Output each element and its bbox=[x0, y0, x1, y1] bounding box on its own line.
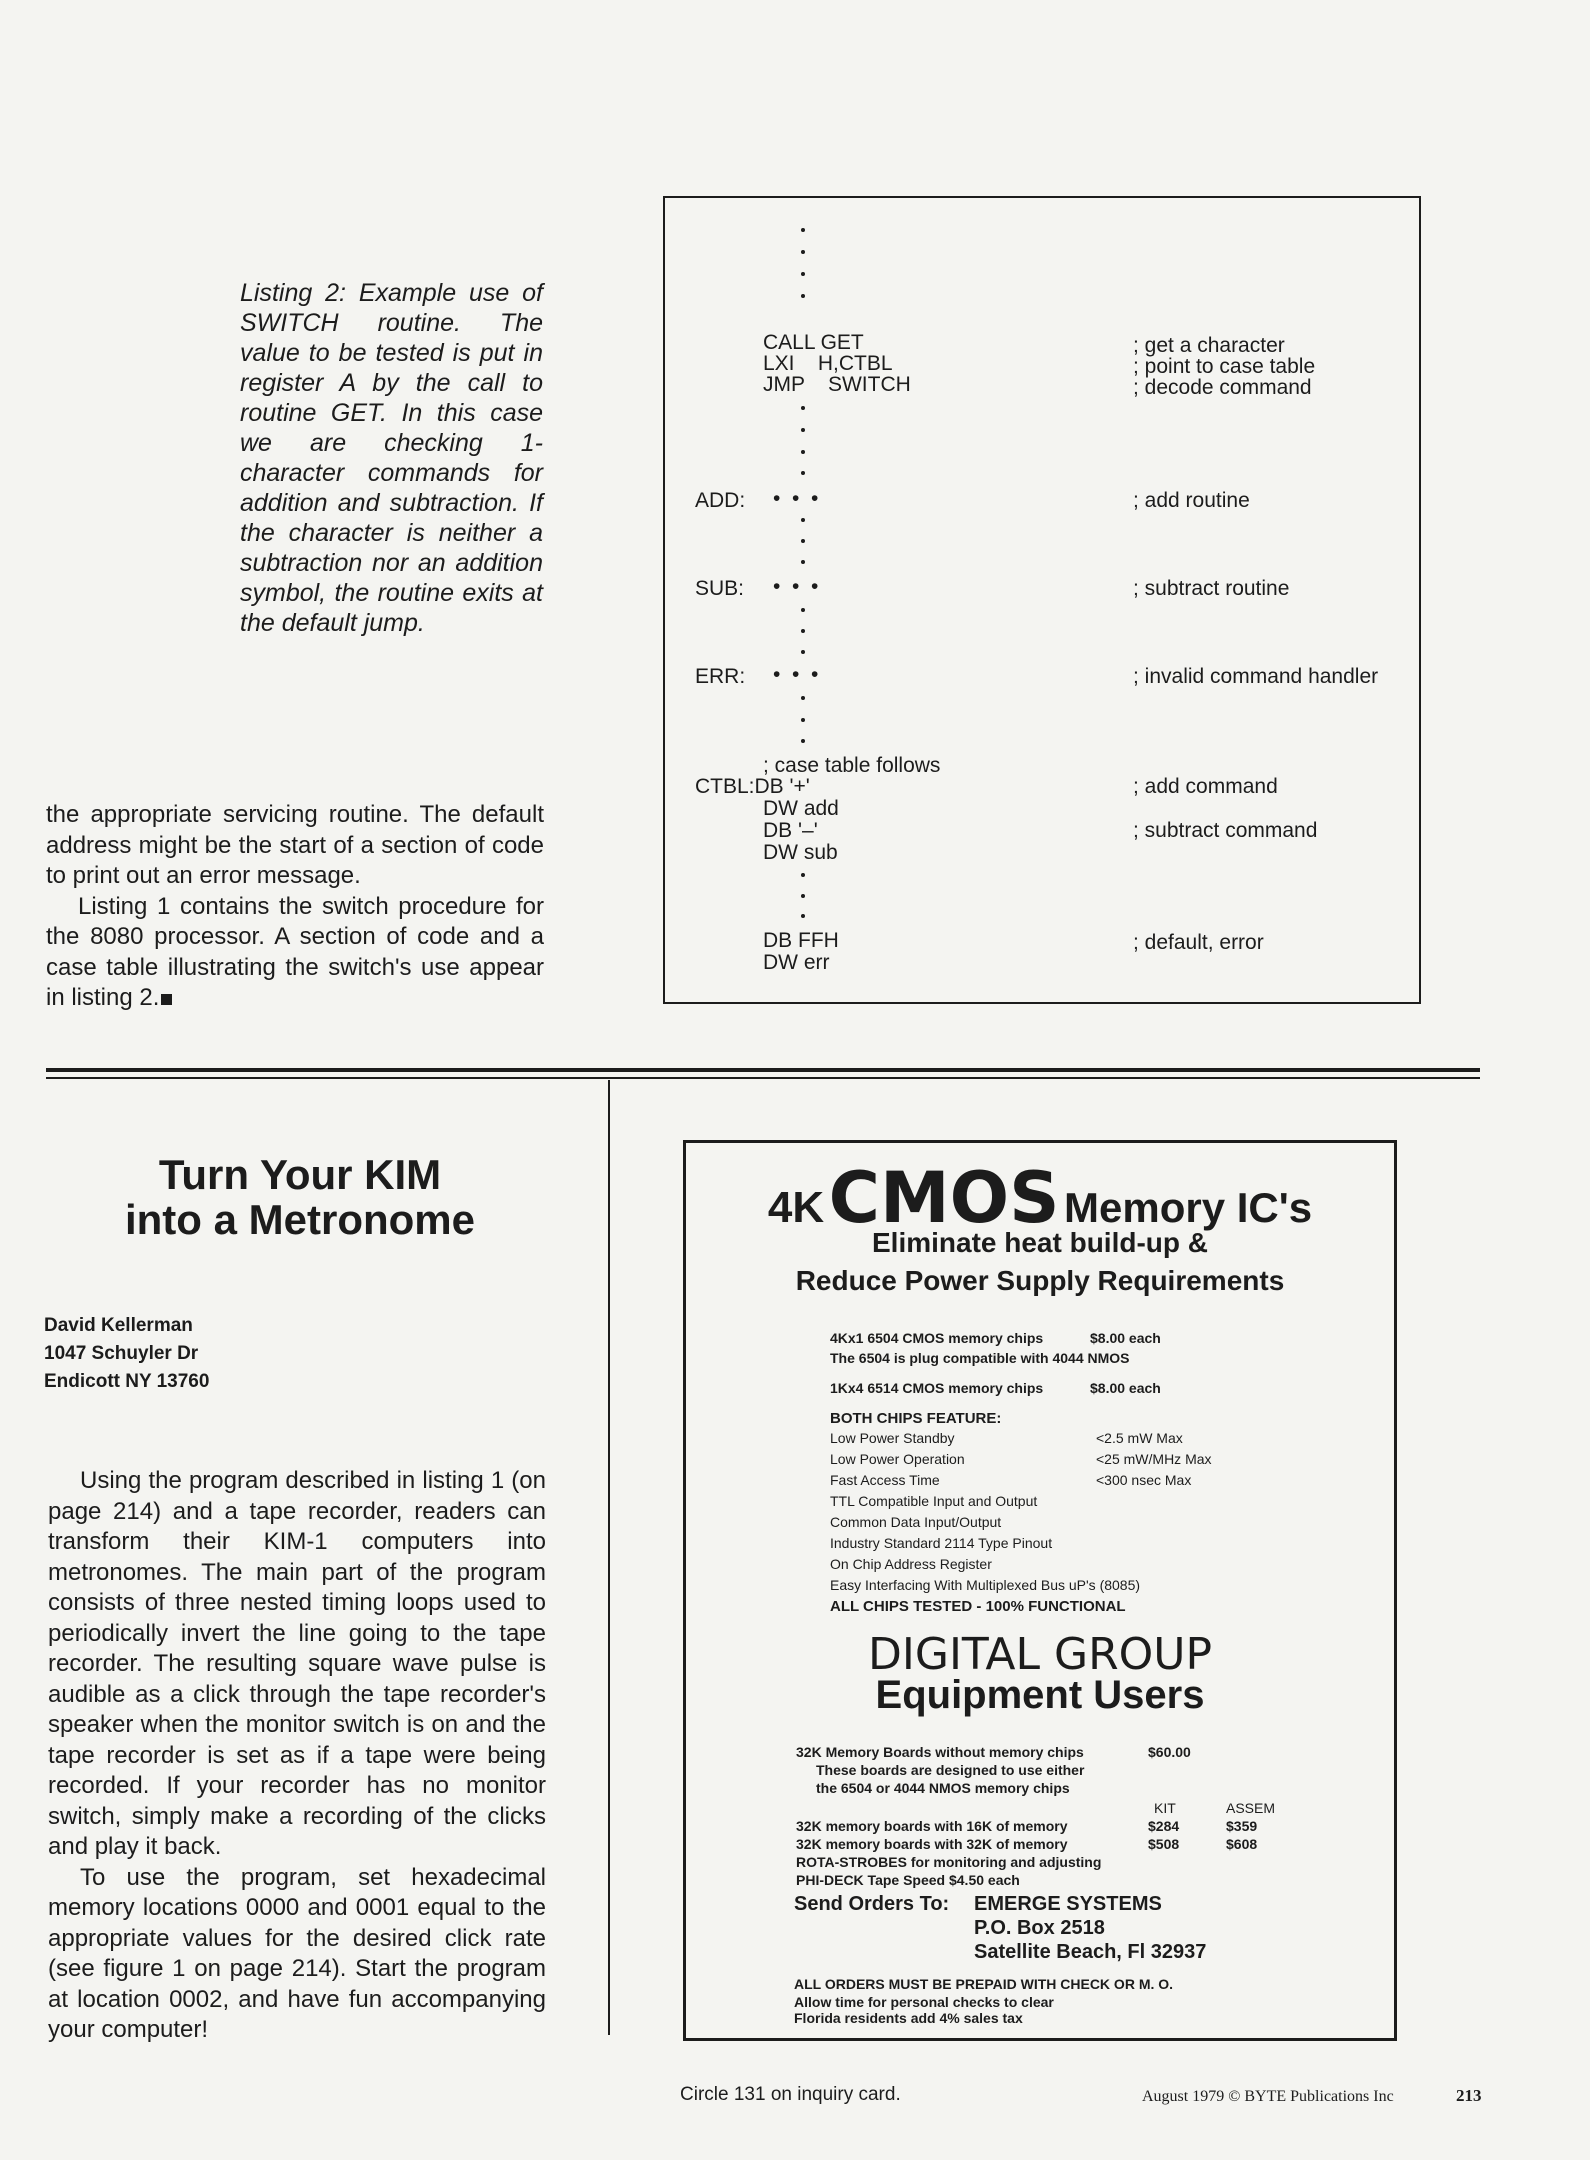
ad-headline-4k: 4K bbox=[767, 1183, 825, 1232]
article-title bbox=[60, 1152, 540, 1242]
rota-strobes: ROTA-STROBES for monitoring and adjusting bbox=[796, 1854, 1102, 1870]
prev-para-2 bbox=[46, 892, 544, 1014]
article-title-line1: Turn Your KIM bbox=[158, 1151, 442, 1198]
ellipsis-dot bbox=[801, 608, 805, 612]
ellipsis-dot bbox=[801, 539, 805, 543]
feature-row: Common Data Input/Output bbox=[830, 1514, 1002, 1530]
feature-value: <300 nsec Max bbox=[1096, 1472, 1192, 1488]
prev-article-text bbox=[46, 800, 544, 1014]
feature-row: Easy Interfacing With Multiplexed Bus uP's (8085) bbox=[830, 1577, 1141, 1593]
ellipsis-sub: • • • bbox=[773, 575, 819, 598]
feature-name: Fast Access Time bbox=[830, 1472, 940, 1488]
inquiry-note: Circle 131 on inquiry card. bbox=[680, 2084, 901, 2105]
column-assem: ASSEM bbox=[1226, 1800, 1276, 1816]
comment-subtract-command: ; subtract command bbox=[1133, 819, 1318, 842]
comment-add-command: ; add command bbox=[1133, 775, 1278, 798]
article-para-1: Using the program described in listing 1 (on page 214) and a tape recorder, readers can transform their KIM-1 computers into metronomes. The main part of the program consists of three nested timing loops used to periodically invert the line going to the tape recorder. The resulting square wave pulse is audible as a click through the tape recorder's speaker when the monitor switch is on and the tape recorder is set as if a tape were being recorded. If your recorder has no monitor switch, simply make a recording of the clicks and play it back. bbox=[48, 1467, 546, 1860]
ellipsis-dot bbox=[801, 739, 805, 743]
chip2-price: $8.00 each bbox=[1090, 1380, 1161, 1396]
comment-add-routine: ; add routine bbox=[1133, 489, 1250, 512]
feature-name: Low Power Standby bbox=[830, 1430, 955, 1446]
code-db-minus: DB '–' bbox=[763, 819, 818, 842]
feature-row: On Chip Address Register bbox=[830, 1556, 992, 1572]
ellipsis-dot bbox=[801, 406, 805, 410]
features-title: BOTH CHIPS FEATURE: bbox=[830, 1410, 1002, 1427]
feature-row bbox=[830, 1450, 1270, 1471]
ellipsis-dot bbox=[801, 650, 805, 654]
author-name: David Kellerman bbox=[44, 1315, 193, 1336]
ellipsis-dot bbox=[801, 250, 805, 254]
code-case-table-comment: ; case table follows bbox=[763, 754, 941, 777]
listing-caption: Listing 2: Example use of SWITCH routine. The value to be tested is put in register A by the call to routine GET. In this case we are checking 1-character commands for addition and subtraction. If the character is neither a subtraction nor an addition symbol, the routine exits at the default jump. bbox=[240, 279, 543, 637]
listing-box bbox=[663, 196, 1421, 1004]
ellipsis-dot bbox=[801, 450, 805, 454]
article-para-2: To use the program, set hexadecimal memory locations 0000 and 0001 equal to the appropriate values for the desired click rate (see figure 1 on page 214). Start the program at location 0002, and have fun accompanying your computer! bbox=[48, 1863, 546, 2043]
ellipsis-dot bbox=[801, 696, 805, 700]
code-ctbl-db-plus: CTBL:DB '+' bbox=[695, 775, 810, 798]
comment-default-error: ; default, error bbox=[1133, 931, 1264, 954]
code-call-get: CALL GET bbox=[763, 331, 864, 354]
section-rule-thick bbox=[46, 1068, 1480, 1072]
author-address-2: Endicott NY 13760 bbox=[44, 1371, 210, 1392]
article-title-line2: into a Metronome bbox=[124, 1196, 475, 1243]
ellipsis-dot bbox=[801, 560, 805, 564]
feature-row bbox=[830, 1429, 1270, 1450]
ellipsis-add: • • • bbox=[773, 487, 819, 510]
code-db-ffh: DB FFH bbox=[763, 929, 839, 952]
ad-sub-2: Reduce Power Supply Requirements bbox=[795, 1265, 1285, 1296]
send-orders-label: Send Orders To: bbox=[794, 1893, 950, 1915]
tax-notice: Florida residents add 4% sales tax bbox=[794, 2010, 1023, 2026]
code-dw-err: DW err bbox=[763, 951, 830, 974]
ellipsis-dot bbox=[801, 718, 805, 722]
board1-price: $60.00 bbox=[1148, 1744, 1191, 1760]
ad-headline-cmos: CMOS bbox=[828, 1157, 1060, 1239]
phi-deck: PHI-DECK Tape Speed $4.50 each bbox=[796, 1872, 1020, 1888]
board16-assem-price: $359 bbox=[1226, 1818, 1258, 1834]
board-note-1: These boards are designed to use either bbox=[816, 1762, 1085, 1778]
ellipsis-dot bbox=[801, 914, 805, 918]
code-dw-sub: DW sub bbox=[763, 841, 838, 864]
section-rule-thin bbox=[46, 1077, 1480, 1079]
feature-name: Low Power Operation bbox=[830, 1451, 965, 1467]
end-mark-icon bbox=[161, 994, 172, 1005]
ellipsis-err: • • • bbox=[773, 663, 819, 686]
board16-name: 32K memory boards with 16K of memory bbox=[796, 1818, 1068, 1834]
ellipsis-dot bbox=[801, 428, 805, 432]
feature-value: <25 mW/MHz Max bbox=[1096, 1451, 1212, 1467]
issue-line: August 1979 © BYTE Publications Inc bbox=[1142, 2088, 1394, 2105]
prev-para-2-text: Listing 1 contains the switch procedure for the 8080 processor. A section of code and a case table illustrating the switch's use appear in listing 2. bbox=[46, 892, 544, 1011]
prepaid-notice: ALL ORDERS MUST BE PREPAID WITH CHECK OR M. O. bbox=[794, 1976, 1174, 1992]
ellipsis-dot bbox=[801, 294, 805, 298]
ellipsis-dot bbox=[801, 471, 805, 475]
column-kit: KIT bbox=[1154, 1800, 1176, 1816]
board-note-2: the 6504 or 4044 NMOS memory chips bbox=[816, 1780, 1070, 1796]
company-name: EMERGE SYSTEMS bbox=[974, 1893, 1162, 1915]
author-address-1: 1047 Schuyler Dr bbox=[44, 1343, 199, 1364]
comment-point-table: ; point to case table bbox=[1133, 355, 1316, 378]
comment-invalid-handler: ; invalid command handler bbox=[1133, 665, 1379, 688]
board32-name: 32K memory boards with 32K of memory bbox=[796, 1836, 1068, 1852]
features-list bbox=[830, 1429, 1270, 1597]
digital-group-heading: DIGITAL GROUP bbox=[867, 1629, 1213, 1680]
company-po-box: P.O. Box 2518 bbox=[974, 1917, 1105, 1939]
all-chips-tested: ALL CHIPS TESTED - 100% FUNCTIONAL bbox=[830, 1598, 1126, 1615]
prev-para-1: the appropriate servicing routine. The default address might be the start of a section of code to print out an error message. bbox=[46, 801, 544, 889]
ellipsis-dot bbox=[801, 894, 805, 898]
label-err: ERR: bbox=[695, 665, 746, 688]
author-byline bbox=[44, 1312, 209, 1396]
company-city: Satellite Beach, Fl 32937 bbox=[974, 1941, 1207, 1963]
ad-headline-memory: Memory IC's bbox=[1064, 1184, 1313, 1231]
ellipsis-dot bbox=[801, 873, 805, 877]
board32-kit-price: $508 bbox=[1148, 1836, 1180, 1852]
ellipsis-dot bbox=[801, 272, 805, 276]
board32-assem-price: $608 bbox=[1226, 1836, 1258, 1852]
feature-row bbox=[830, 1471, 1270, 1492]
comment-get-char: ; get a character bbox=[1133, 334, 1285, 357]
chip1-note: The 6504 is plug compatible with 4044 NMOS bbox=[830, 1350, 1130, 1366]
comment-subtract-routine: ; subtract routine bbox=[1133, 577, 1290, 600]
article-body bbox=[48, 1466, 546, 2046]
board1-name: 32K Memory Boards without memory chips bbox=[796, 1744, 1084, 1760]
chip1-price: $8.00 each bbox=[1090, 1330, 1161, 1346]
ad-sub-1: Eliminate heat build-up & bbox=[871, 1227, 1208, 1258]
ellipsis-dot bbox=[801, 228, 805, 232]
ellipsis-dot bbox=[801, 629, 805, 633]
ellipsis-dot bbox=[801, 518, 805, 522]
board16-kit-price: $284 bbox=[1148, 1818, 1180, 1834]
page-number: 213 bbox=[1456, 2086, 1482, 2105]
checks-notice: Allow time for personal checks to clear bbox=[794, 1994, 1054, 2010]
feature-value: <2.5 mW Max bbox=[1096, 1430, 1183, 1446]
code-lxi: LXI H,CTBL bbox=[763, 352, 893, 375]
code-jmp: JMP SWITCH bbox=[763, 373, 911, 396]
feature-row: TTL Compatible Input and Output bbox=[830, 1493, 1038, 1509]
label-sub: SUB: bbox=[695, 577, 745, 600]
chip2-name: 1Kx4 6514 CMOS memory chips bbox=[830, 1380, 1044, 1396]
label-add: ADD: bbox=[695, 489, 746, 512]
chip1-name: 4Kx1 6504 CMOS memory chips bbox=[830, 1330, 1044, 1346]
comment-decode: ; decode command bbox=[1133, 376, 1312, 399]
emerge-systems-ad bbox=[683, 1140, 1397, 2041]
feature-row: Industry Standard 2114 Type Pinout bbox=[830, 1535, 1053, 1551]
code-dw-add: DW add bbox=[763, 797, 839, 820]
column-rule bbox=[608, 1080, 610, 2035]
equipment-users-heading: Equipment Users bbox=[875, 1673, 1205, 1717]
